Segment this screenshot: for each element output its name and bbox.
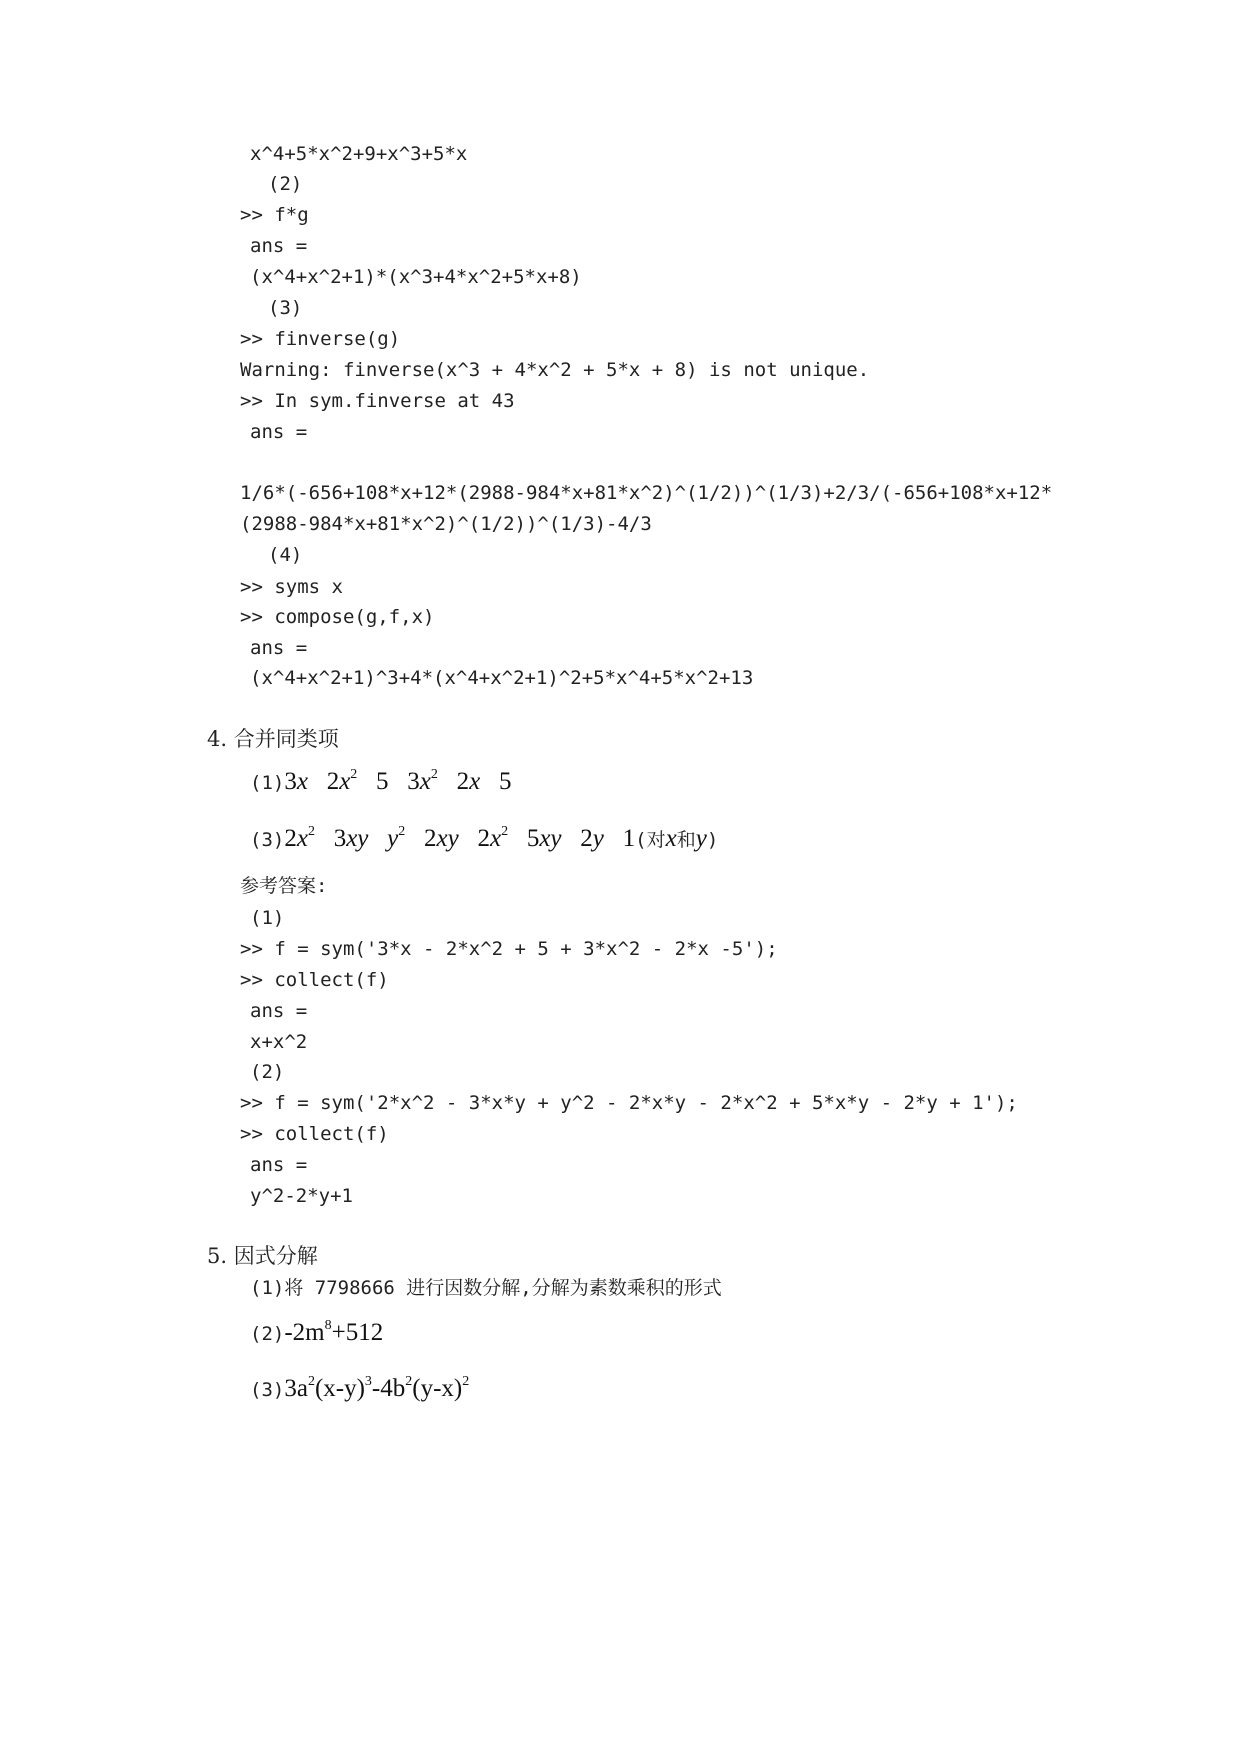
problem-label: (3) <box>250 829 285 851</box>
ans-label: ans = <box>250 1000 308 1022</box>
answer-heading: 参考答案: <box>240 875 328 897</box>
math-problem-1: (1)3x $2x^2$ 5 $3x^2$ 2x 5 <box>250 767 512 795</box>
section-heading: 5. 因式分解 <box>207 1244 318 1268</box>
command-line: >> f = sym('3*x - 2*x^2 + 5 + 3*x^2 - 2*x -5'); <box>240 938 778 960</box>
problem-label: (1) <box>250 772 285 794</box>
ans-label: ans = <box>250 235 308 257</box>
part-label: (3) <box>268 297 303 319</box>
command-line: >> f*g <box>240 204 309 226</box>
section-heading: 4. 合并同类项 <box>207 727 339 751</box>
command-line: >> compose(g,f,x) <box>240 606 435 628</box>
part-label: (1) <box>250 907 285 929</box>
math-problem-3: $(3)3a^2(x-y)^3-4b^2(y-x)^2$ <box>250 1374 470 1402</box>
math-problem-2: $(2)-2m^8+512$ <box>250 1318 384 1346</box>
ans-label: ans = <box>250 421 308 443</box>
ans-label: ans = <box>250 637 308 659</box>
command-line: >> finverse(g) <box>240 328 401 350</box>
part-label: (2) <box>268 173 303 195</box>
command-line: >> collect(f) <box>240 969 389 991</box>
expression-line: (x^4+x^2+1)*(x^3+4*x^2+5*x+8) <box>250 266 582 288</box>
problem-text: (1)将 7798666 进行因数分解,分解为素数乘积的形式 <box>250 1277 722 1299</box>
expression-line: x^4+5*x^2+9+x^3+5*x <box>250 143 468 165</box>
command-line: >> f = sym('2*x^2 - 3*x*y + y^2 - 2*x*y - 2*x^2 + 5*x*y - 2*y + 1'); <box>240 1092 1018 1114</box>
command-line: >> collect(f) <box>240 1123 389 1145</box>
part-label: (4) <box>268 544 303 566</box>
math-problem-3: $(3)2x^2$ 3xy $y^2$ 2xy $2x^2$ 5xy 2y 1(对x和y) <box>250 824 719 852</box>
expression-line: (2988-984*x+81*x^2)^(1/2))^(1/3)-4/3 <box>240 513 652 535</box>
command-line: >> In sym.finverse at 43 <box>240 390 515 412</box>
expression-line: 1/6*(-656+108*x+12*(2988-984*x+81*x^2)^(1/2))^(1/3)+2/3/(-656+108*x+12* <box>240 482 1053 504</box>
problem-label: (2) <box>250 1323 285 1345</box>
warning-line: Warning: finverse(x^3 + 4*x^2 + 5*x + 8) is not unique. <box>240 359 870 381</box>
problem-label: (3) <box>250 1379 285 1401</box>
expression-line: y^2-2*y+1 <box>250 1185 353 1207</box>
command-line: >> syms x <box>240 576 343 598</box>
ans-label: ans = <box>250 1154 308 1176</box>
expression-line: (x^4+x^2+1)^3+4*(x^4+x^2+1)^2+5*x^4+5*x^2+13 <box>250 667 754 689</box>
expression-line: x+x^2 <box>250 1031 308 1053</box>
part-label: (2) <box>250 1061 285 1083</box>
